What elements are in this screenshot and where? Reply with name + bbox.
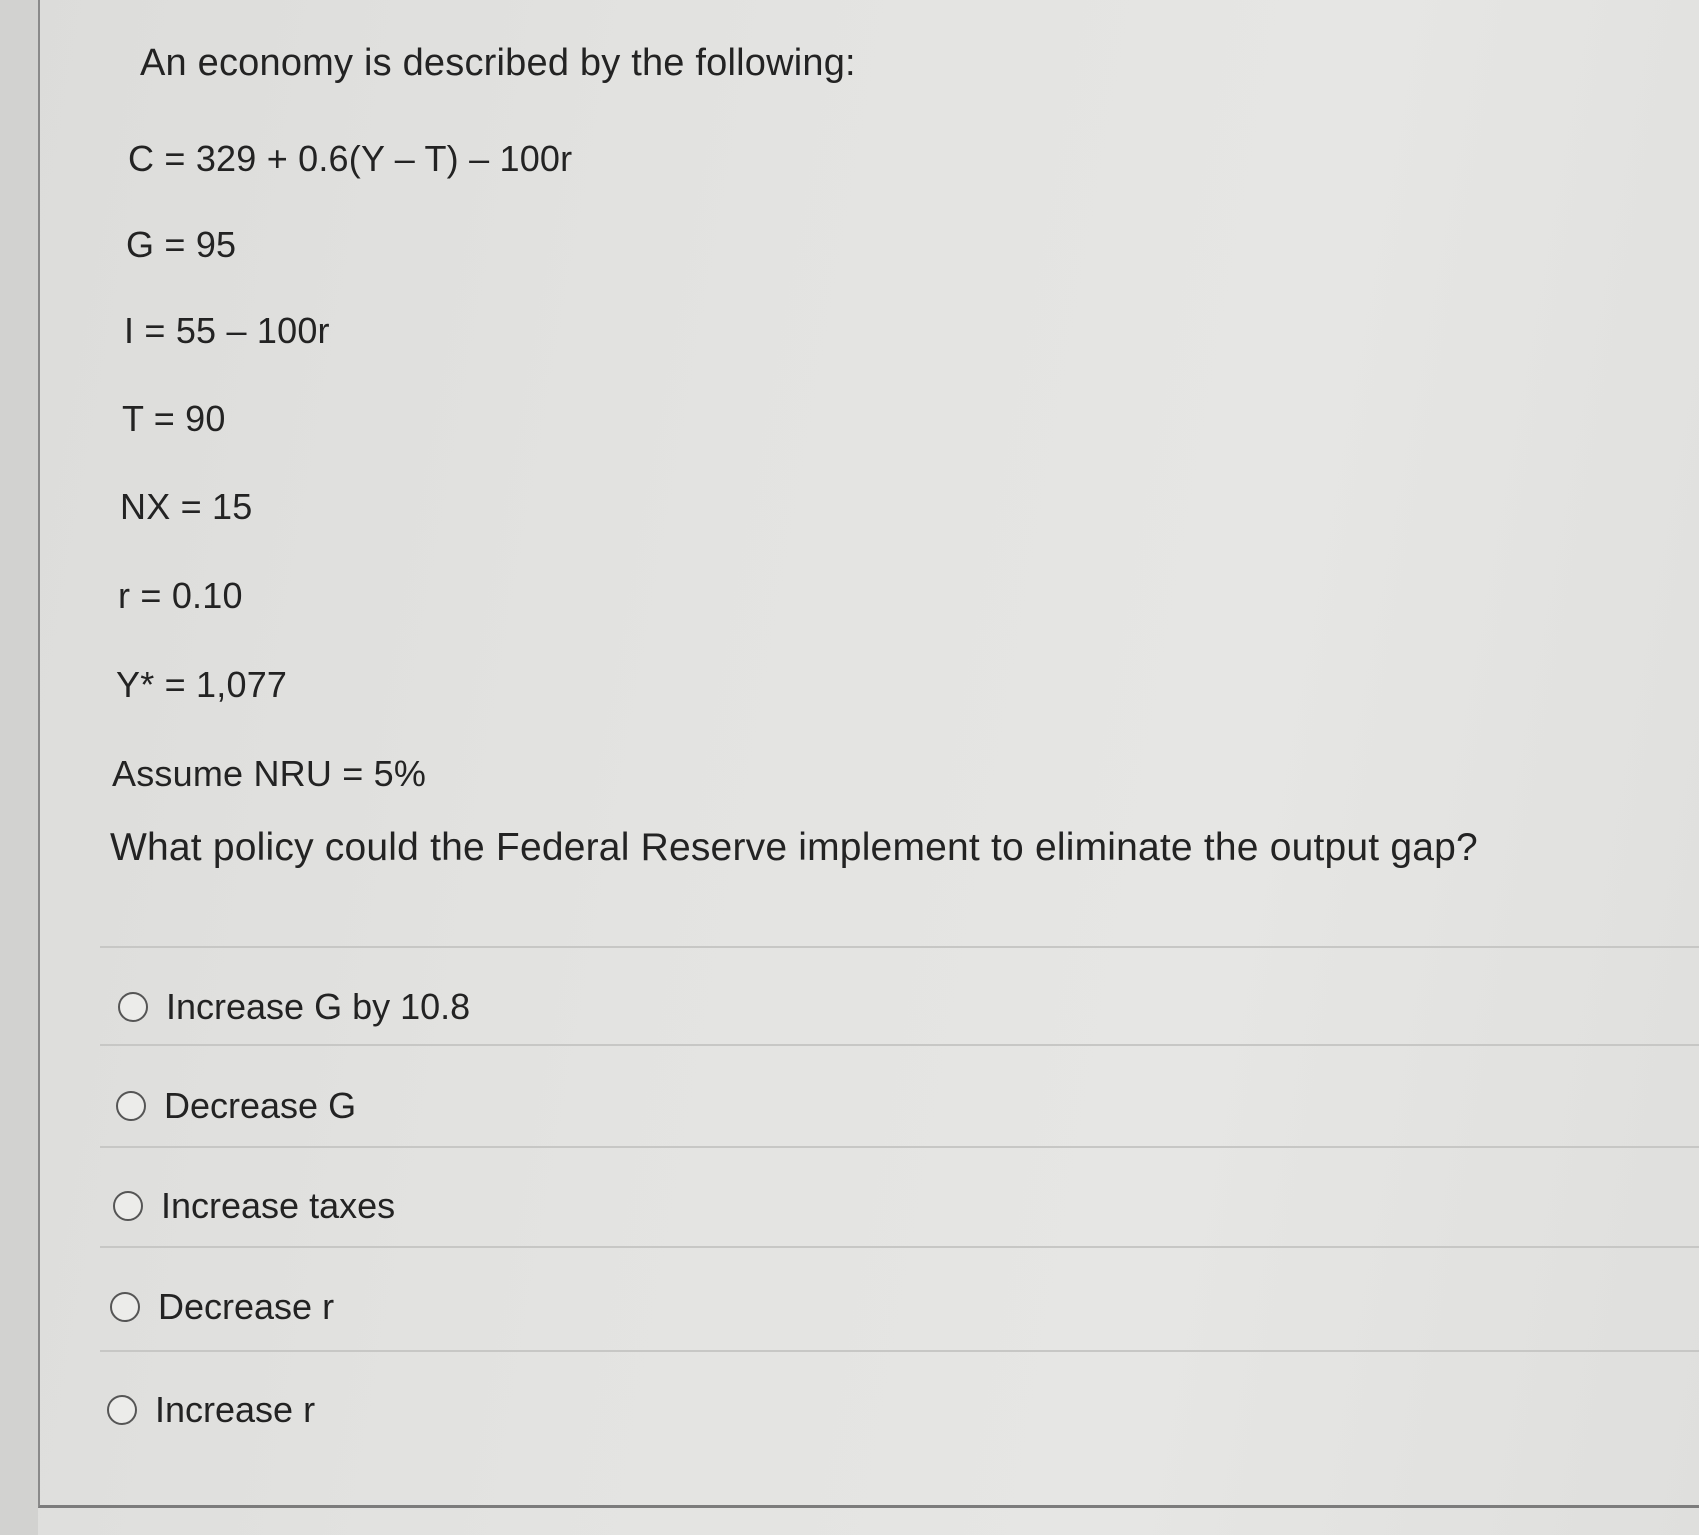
divider: [100, 1146, 1699, 1148]
left-edge: [0, 0, 38, 1535]
divider: [100, 1246, 1699, 1248]
radio-button[interactable]: [116, 1091, 146, 1121]
option-decrease-g[interactable]: [116, 1085, 356, 1127]
option-label: Decrease G: [164, 1085, 357, 1126]
option-increase-g[interactable]: [118, 986, 470, 1028]
radio-button[interactable]: [118, 992, 148, 1022]
option-increase-r[interactable]: [107, 1389, 315, 1431]
equation-nru: Assume NRU = 5%: [112, 753, 427, 794]
equation-taxes: T = 90: [122, 398, 226, 439]
radio-button[interactable]: [113, 1191, 143, 1221]
equation-government: G = 95: [126, 224, 237, 265]
option-label: Decrease r: [158, 1286, 335, 1327]
divider: [100, 1044, 1699, 1046]
radio-button[interactable]: [110, 1292, 140, 1322]
equation-interest-rate: r = 0.10: [118, 575, 243, 616]
equation-potential-output: Y* = 1,077: [116, 664, 288, 705]
radio-button[interactable]: [107, 1395, 137, 1425]
equation-investment: I = 55 – 100r: [124, 310, 330, 351]
divider: [100, 1350, 1699, 1352]
option-label: Increase taxes: [161, 1185, 396, 1226]
equation-net-exports: NX = 15: [120, 486, 253, 527]
equation-consumption: C = 329 + 0.6(Y – T) – 100r: [128, 138, 573, 179]
question-prompt: What policy could the Federal Reserve implement to eliminate the output gap?: [110, 826, 1478, 869]
option-increase-taxes[interactable]: [113, 1185, 395, 1227]
question-intro: An economy is described by the following:: [140, 42, 856, 84]
option-label: Increase r: [155, 1389, 316, 1430]
option-decrease-r[interactable]: [110, 1286, 334, 1328]
divider: [100, 946, 1699, 948]
option-label: Increase G by 10.8: [166, 986, 471, 1027]
